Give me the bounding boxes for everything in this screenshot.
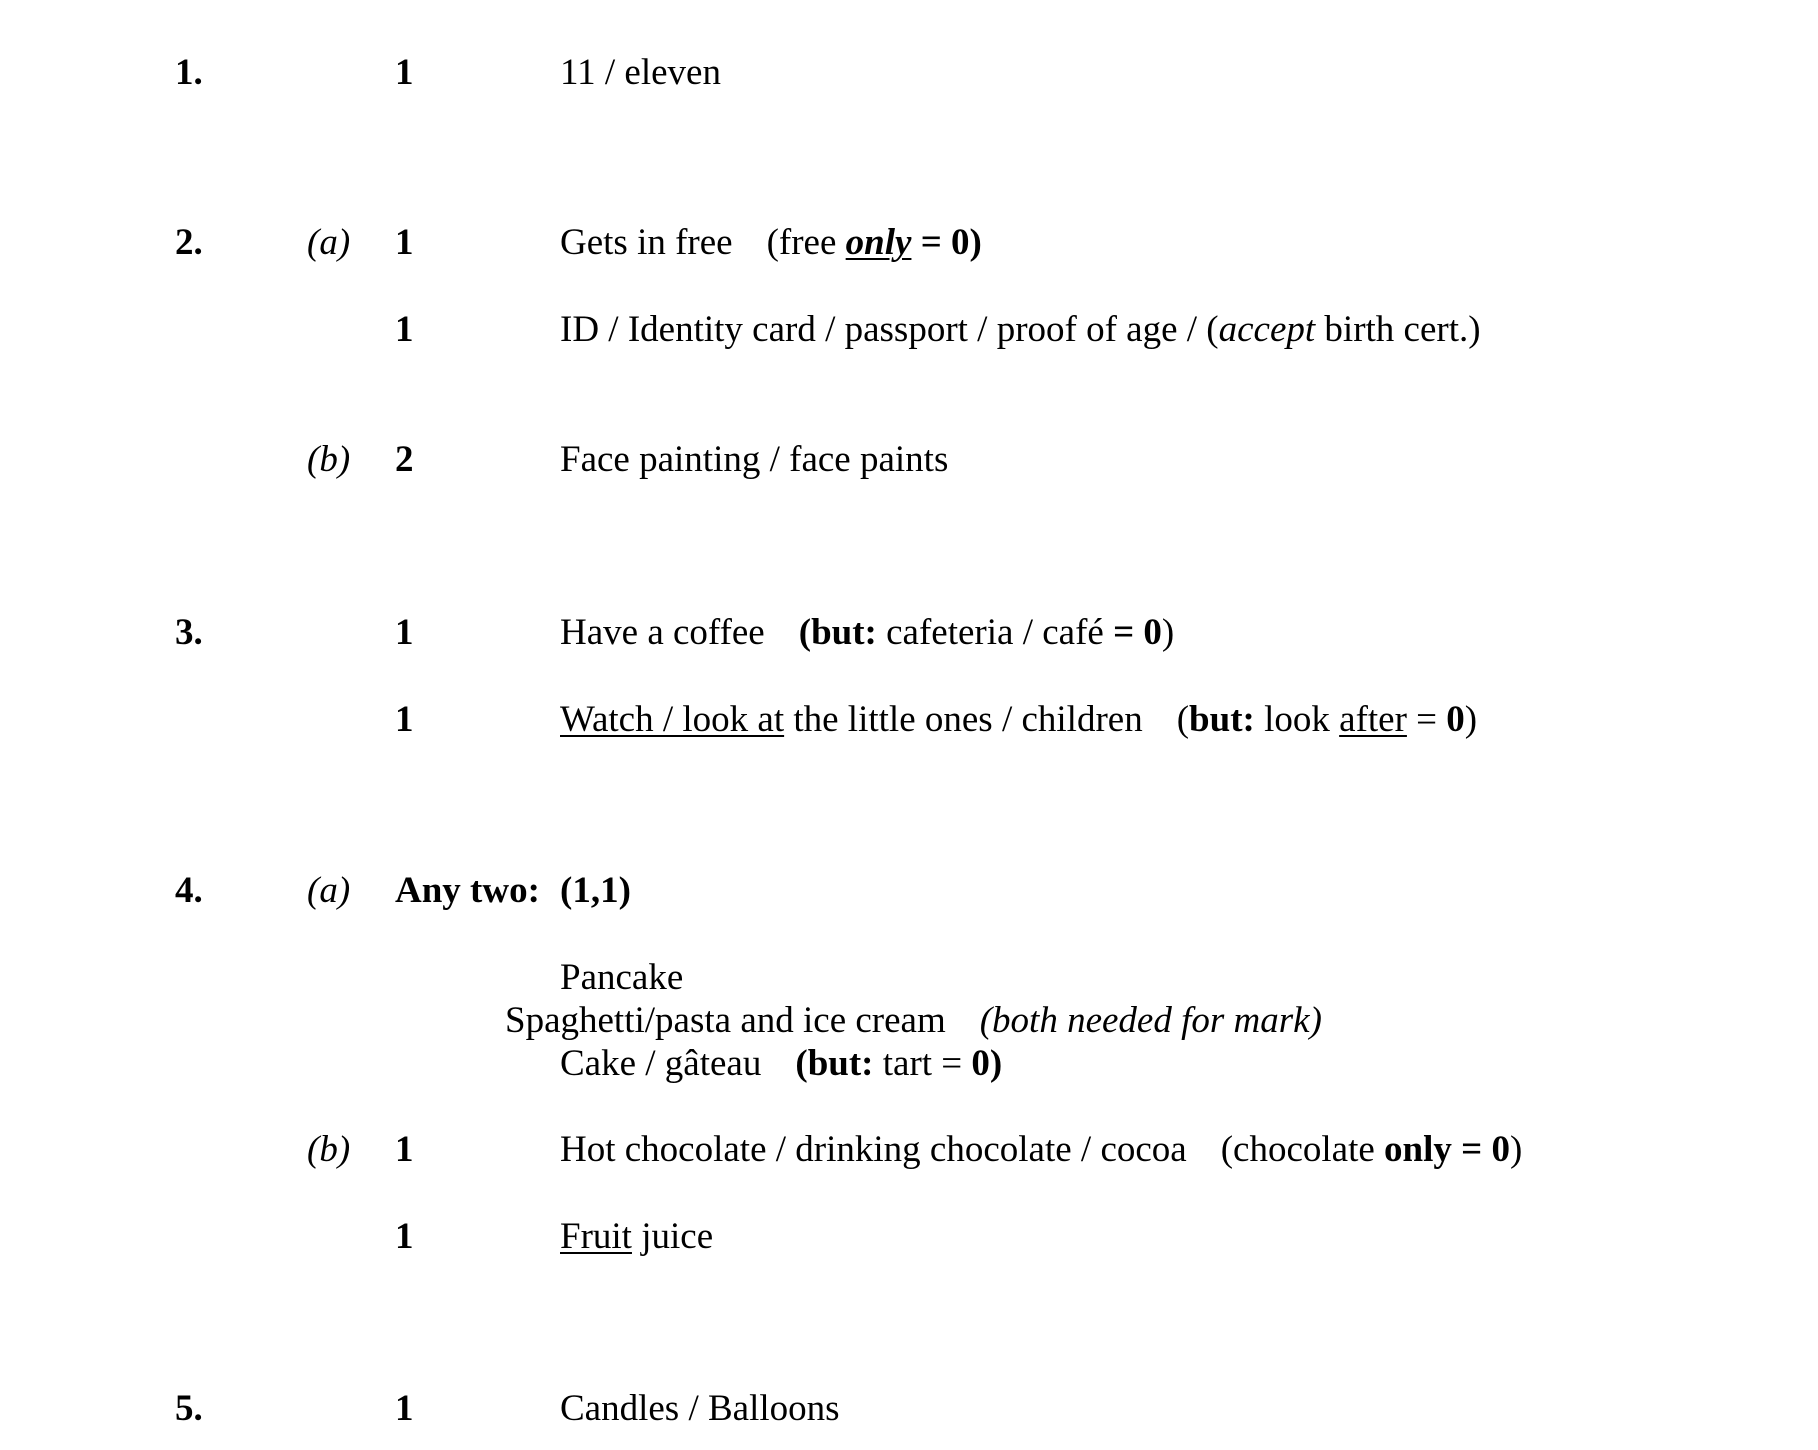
question-number: 2. [175,222,203,263]
answer-underlined: Watch / look at [560,699,785,740]
accept-keyword: accept [1218,309,1316,350]
marking-note: (but: look after = 0) [1176,699,1478,740]
mark-value: 2 [395,439,414,480]
question-number: 1. [175,52,203,93]
question-number: 4. [175,870,203,911]
answer-text: Have a coffee [560,612,765,653]
mark-value: 1 [395,1388,414,1429]
answer-underlined: Fruit [560,1216,632,1257]
answer-text: Face painting / face paints [560,439,949,480]
answer-text: ID / Identity card / passport / proof of age / ( [560,309,1219,350]
question-part: (b) [307,1129,351,1170]
marking-note: (but: cafeteria / café = 0) [798,612,1175,653]
mark-value: 1 [395,612,414,653]
question-part: (a) [307,870,351,911]
mark-allocation: (1,1) [560,870,631,911]
answer-text: Candles / Balloons [560,1388,840,1429]
mark-value: 1 [395,1216,414,1257]
answer-text: 11 / eleven [560,52,721,93]
question-number: 3. [175,612,203,653]
answer-text-block [560,1214,713,1260]
mark-value: 1 [395,222,414,263]
answer-text-block [560,1127,1522,1173]
marking-note: (but: tart = 0) [795,1043,1003,1084]
mark-value: 1 [395,1129,414,1170]
marking-note: (chocolate only = 0) [1220,1129,1523,1170]
question-number: 5. [175,1388,203,1429]
answer-text-block [560,220,982,266]
marking-note: (both needed for mark) [979,1000,1322,1041]
mark-value: 1 [395,699,414,740]
mark-instruction: Any two: [395,870,540,911]
answer-text-block [505,998,1322,1044]
mark-value: 1 [395,52,414,93]
answer-text-block [560,697,1477,743]
answer-text-block [560,307,1481,353]
answer-text: Spaghetti/pasta and ice cream [505,1000,946,1041]
answer-text: Pancake [560,957,684,998]
question-part: (a) [307,222,351,263]
answer-text: Hot chocolate / drinking chocolate / cocoa [560,1129,1187,1170]
marking-note: (free only = 0) [766,222,982,263]
emphasis-only: only [845,222,912,263]
answer-text-block [560,1041,1002,1087]
answer-text: juice [631,1216,714,1257]
question-part: (b) [307,439,351,480]
answer-text-block [560,610,1174,656]
answer-text-end: birth cert.) [1315,309,1481,350]
answer-text: the little ones / children [784,699,1143,740]
mark-value: 1 [395,309,414,350]
answer-text: Gets in free [560,222,733,263]
answer-text: Cake / gâteau [560,1043,762,1084]
